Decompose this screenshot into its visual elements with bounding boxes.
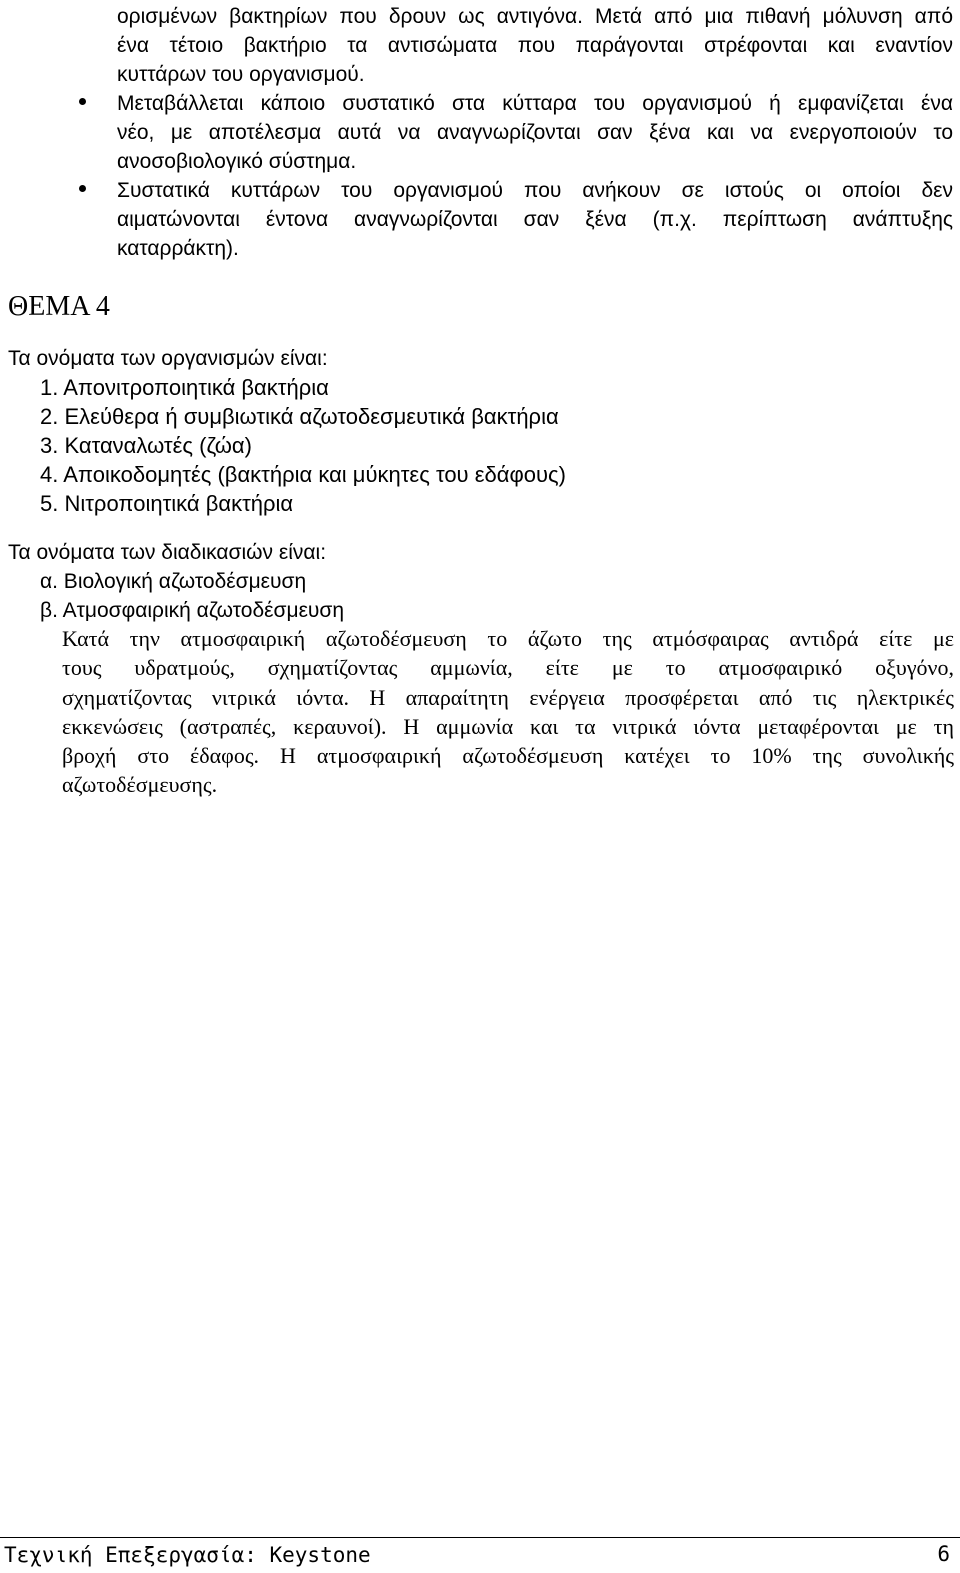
bullet-marker	[79, 185, 86, 192]
organisms-list	[40, 373, 566, 518]
paragraph-line: τους υδρατμούς, σχηματίζοντας αμμωνία, είτε με το ατμοσφαιρικό οξυγόνο,	[62, 655, 954, 681]
footer-divider	[0, 1537, 960, 1538]
bullet-2-line-2: αιματώνονται έντονα αναγνωρίζονται σαν ξένα (π.χ. περίπτωση ανάπτυξης	[117, 208, 953, 231]
organisms-intro: Τα ονόματα των οργανισμών είναι:	[8, 347, 328, 370]
list-item: 2. Ελεύθερα ή συμβιωτικά αζωτοδεσμευτικά βακτήρια	[40, 404, 559, 429]
processes-intro: Τα ονόματα των διαδικασιών είναι:	[8, 541, 327, 564]
list-item: 3. Καταναλωτές (ζώα)	[40, 433, 252, 458]
paragraph-line: βροχή στο έδαφος. Η ατμοσφαιρική αζωτοδέσμευση κατέχει το 10% της συνολικής	[62, 743, 954, 769]
continuation-line-3: κυττάρων του οργανισμού.	[117, 63, 365, 86]
process-item: α. Βιολογική αζωτοδέσμευση	[40, 570, 307, 593]
continuation-line-1: ορισμένων βακτηρίων που δρουν ως αντιγόνα. Μετά από μια πιθανή μόλυνση από	[117, 5, 953, 28]
page-number: 6	[937, 1542, 950, 1566]
bullet-1-line-3: ανοσοβιολογικό σύστημα.	[117, 150, 357, 173]
process-item: β. Ατμοσφαιρική αζωτοδέσμευση	[40, 599, 345, 622]
continuation-line-2: ένα τέτοιο βακτήριο τα αντισώματα που παράγονται στρέφονται και εναντίον	[117, 34, 953, 57]
paragraph-line: σχηματίζοντας νιτρικά ιόντα. Η απαραίτητη ενέργεια προσφέρεται από τις ηλεκτρικές	[62, 684, 954, 710]
bullet-marker	[79, 98, 86, 105]
paragraph-line: αζωτοδέσμευσης.	[62, 772, 218, 798]
paragraph-line: Κατά την ατμοσφαιρική αζωτοδέσμευση το άζωτο της ατμόσφαιρας αντιδρά είτε με	[62, 626, 954, 651]
list-item: 4. Αποικοδομητές (βακτήρια και μύκητες του εδάφους)	[40, 462, 566, 487]
bullet-2-line-3: καταρράκτη).	[117, 237, 239, 260]
bullet-2-line-1: Συστατικά κυττάρων του οργανισμού που ανήκουν σε ιστούς οι οποίοι δεν	[117, 179, 953, 202]
footer-credit: Τεχνική Επεξεργασία: Keystone	[4, 1543, 371, 1567]
bullet-1-line-2: νέο, με αποτέλεσμα αυτά να αναγνωρίζονται σαν ξένα και να ενεργοποιούν το	[117, 121, 953, 144]
explanation-paragraph	[62, 624, 954, 800]
section-heading: ΘΕΜΑ 4	[8, 291, 110, 322]
bullet-1-line-1: Μεταβάλλεται κάποιο συστατικό στα κύτταρα του οργανισμού ή εμφανίζεται ένα	[117, 92, 953, 115]
paragraph-line: εκκενώσεις (αστραπές, κεραυνοί). Η αμμωνία και τα νιτρικά ιόντα μεταφέρονται με τη	[62, 713, 954, 739]
list-item: 5. Νιτροποιητικά βακτήρια	[40, 491, 294, 516]
list-item: 1. Απονιτροποιητικά βακτήρια	[40, 375, 329, 400]
